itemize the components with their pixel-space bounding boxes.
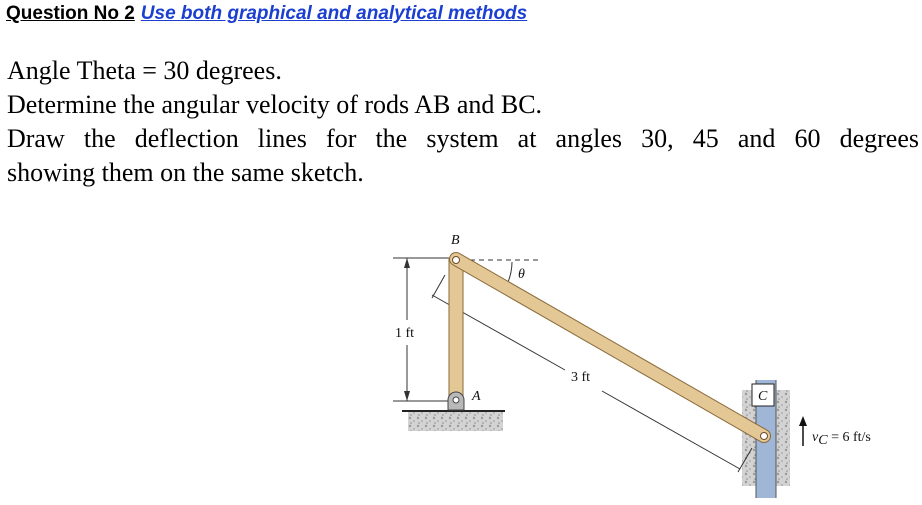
task-angular-velocity: Determine the angular velocity of rods AB and BC. (7, 90, 543, 119)
question-number: Question No 2 (6, 3, 135, 24)
label-a: A (472, 389, 481, 404)
theta-label: θ (518, 267, 525, 282)
pin-c (761, 433, 768, 440)
label-c: C (758, 389, 768, 404)
dimension-rod (432, 275, 752, 472)
pin-b (453, 257, 460, 264)
dimension-1ft-label: 1 ft (395, 326, 415, 341)
label-b: B (451, 233, 460, 248)
method-instruction: Use both graphical and analytical methods (140, 3, 528, 24)
angle-given: Angle Theta = 30 degrees. (7, 56, 282, 85)
velocity-label: vC = 6 ft/s (812, 430, 871, 448)
rod-bc (456, 259, 764, 436)
task-deflection-lines-cont: showing them on the same sketch. (7, 158, 364, 187)
ground-support (402, 411, 505, 431)
pin-support-a (448, 392, 464, 410)
velocity-arrow (799, 416, 807, 446)
rod-ab (449, 258, 463, 402)
dimension-3ft-label: 3 ft (571, 370, 591, 385)
task-deflection-lines: Draw the deflection lines for the system at angles 30, 45 and 60 degrees (7, 124, 919, 153)
